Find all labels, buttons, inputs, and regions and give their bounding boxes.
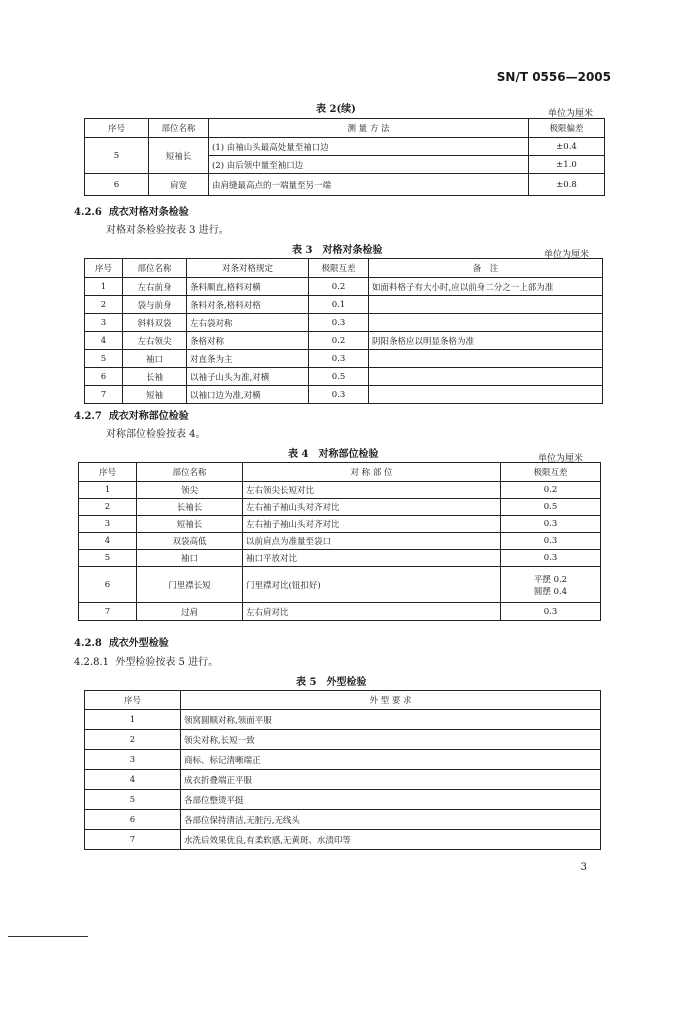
table5-cell-no: 6 — [85, 810, 181, 830]
table-row — [85, 174, 605, 196]
table4-header-no: 序号 — [79, 463, 137, 482]
table3-cell-limit: 0.5 — [309, 368, 369, 386]
table3 — [84, 258, 603, 404]
table-row — [85, 314, 603, 332]
table2 — [84, 118, 605, 196]
table4-cell-no: 6 — [79, 567, 137, 603]
table3-cell-part: 斜料双袋 — [123, 314, 187, 332]
table4-cell-limit: 0.3 — [501, 603, 601, 621]
section-4-2-6-heading — [74, 203, 189, 218]
table-row — [85, 332, 603, 350]
table5-cell-no: 4 — [85, 770, 181, 790]
table3-cell-no: 3 — [85, 314, 123, 332]
table3-cell-rule: 条料顺直,格料对横 — [187, 278, 309, 296]
table4-unit: 单位为厘米 — [538, 454, 584, 464]
table4-cell-position: 左右领尖长短对比 — [243, 482, 501, 499]
table3-cell-limit: 0.2 — [309, 332, 369, 350]
table3-cell-part: 左右领尖 — [123, 332, 187, 350]
table2-cell-no: 6 — [85, 174, 149, 196]
table5-header-row — [85, 691, 601, 710]
section-4-2-7-heading — [74, 407, 189, 422]
table4-cell-limit: 0.3 — [501, 533, 601, 550]
section-4-2-8-1-text — [74, 653, 218, 668]
table2-cell-method: 由肩缝最高点的一端量至另一端 — [209, 174, 529, 196]
table4 — [78, 462, 601, 621]
table4-cell-part: 短袖长 — [137, 516, 243, 533]
table4-cell-part: 袖口 — [137, 550, 243, 567]
table2-cell-method: (2) 由后领中量至袖口边 — [209, 156, 529, 174]
table4-cell-position: 门里襟对比(钮扣好) — [243, 567, 501, 603]
table2-caption: 表 2(续) — [316, 104, 356, 115]
table4-cell-position: 袖口平放对比 — [243, 550, 501, 567]
table3-header-note: 备 注 — [369, 259, 603, 278]
table3-caption: 表 3 对格对条检验 — [292, 245, 383, 256]
table4-cell-no: 5 — [79, 550, 137, 567]
table3-cell-limit: 0.3 — [309, 386, 369, 404]
table5-cell-req: 商标、标记清晰端正 — [181, 750, 601, 770]
table4-cell-limit: 0.5 — [501, 499, 601, 516]
table5-cell-no: 5 — [85, 790, 181, 810]
table4-caption: 表 4 对称部位检验 — [288, 449, 379, 460]
table4-cell-no: 1 — [79, 482, 137, 499]
table3-cell-note: 如面料格子有大小时,应以前身二分之一上部为准 — [369, 278, 603, 296]
table4-cell-limit — [501, 567, 601, 603]
table3-cell-rule: 条格对称 — [187, 332, 309, 350]
table3-cell-rule: 条料对条,格料对格 — [187, 296, 309, 314]
table4-cell-part: 领尖 — [137, 482, 243, 499]
table-row — [85, 710, 601, 730]
table3-cell-part: 长袖 — [123, 368, 187, 386]
table3-cell-note — [369, 386, 603, 404]
table3-cell-part: 短袖 — [123, 386, 187, 404]
table2-cell-limit: ±0.8 — [529, 174, 605, 196]
table5 — [84, 690, 601, 850]
standard-code: SN/T 0556—2005 — [496, 70, 611, 84]
table4-cell-position: 左右袖子袖山头对齐对比 — [243, 499, 501, 516]
table4-header-part: 部位名称 — [137, 463, 243, 482]
table3-cell-rule: 对直条为主 — [187, 350, 309, 368]
table4-cell-no: 2 — [79, 499, 137, 516]
section-4-2-6-text: 对格对条检验按表 3 进行。 — [106, 225, 229, 236]
table3-header-row — [85, 259, 603, 278]
table-row — [79, 516, 601, 533]
table4-cell-no: 7 — [79, 603, 137, 621]
table4-cell-no: 3 — [79, 516, 137, 533]
table-row — [85, 830, 601, 850]
table5-caption: 表 5 外型检验 — [296, 677, 367, 688]
table4-cell-limit: 0.2 — [501, 482, 601, 499]
table3-cell-note: 阴阳条格应以明显条格为准 — [369, 332, 603, 350]
table3-cell-part: 袋与前身 — [123, 296, 187, 314]
table4-cell-position: 左右袖子袖山头对齐对比 — [243, 516, 501, 533]
footer-rule — [8, 936, 88, 937]
table3-cell-note — [369, 368, 603, 386]
table4-cell-part: 双袋高低 — [137, 533, 243, 550]
table2-cell-method: (1) 由袖山头最高处量至袖口边 — [209, 138, 529, 156]
table-row — [85, 770, 601, 790]
table3-header-limit: 极限互差 — [309, 259, 369, 278]
section-text: 外型检验按表 5 进行。 — [115, 657, 219, 668]
table4-cell-limit: 0.3 — [501, 516, 601, 533]
table-row — [85, 386, 603, 404]
table2-cell-part: 短袖长 — [149, 138, 209, 174]
table5-cell-no: 1 — [85, 710, 181, 730]
table3-cell-note — [369, 296, 603, 314]
table-row — [85, 790, 601, 810]
section-title: 成衣对格对条检验 — [108, 207, 189, 218]
table-row — [85, 810, 601, 830]
table-row — [79, 482, 601, 499]
table2-cell-limit: ±0.4 — [529, 138, 605, 156]
table2-header-row — [85, 119, 605, 138]
table3-cell-no: 4 — [85, 332, 123, 350]
table4-header-limit: 极限互差 — [501, 463, 601, 482]
table-row — [85, 368, 603, 386]
table4-cell-position: 以前肩点为准量至袋口 — [243, 533, 501, 550]
section-title: 成衣对称部位检验 — [108, 411, 189, 422]
table-row — [85, 750, 601, 770]
table-row — [85, 296, 603, 314]
table5-header-no: 序号 — [85, 691, 181, 710]
table3-cell-no: 5 — [85, 350, 123, 368]
table3-cell-part: 左右前身 — [123, 278, 187, 296]
table5-cell-req: 各部位保持清洁,无脏污,无线头 — [181, 810, 601, 830]
table5-cell-no: 3 — [85, 750, 181, 770]
table-row — [79, 533, 601, 550]
table3-cell-no: 6 — [85, 368, 123, 386]
table4-header-position: 对 称 部 位 — [243, 463, 501, 482]
table3-header-rule: 对条对格规定 — [187, 259, 309, 278]
table4-cell-limit: 0.3 — [501, 550, 601, 567]
page-number: 3 — [580, 862, 587, 873]
table2-header-limit: 极限偏差 — [529, 119, 605, 138]
table5-cell-req: 成衣折叠端正平服 — [181, 770, 601, 790]
table3-cell-note — [369, 314, 603, 332]
table3-cell-rule: 以袖口边为准,对横 — [187, 386, 309, 404]
table-row — [85, 138, 605, 156]
table2-cell-no: 5 — [85, 138, 149, 174]
table5-cell-req: 领尖对称,长短一致 — [181, 730, 601, 750]
table3-header-part: 部位名称 — [123, 259, 187, 278]
table2-cell-limit: ±1.0 — [529, 156, 605, 174]
table5-cell-no: 2 — [85, 730, 181, 750]
table2-cell-part: 肩宽 — [149, 174, 209, 196]
table5-cell-no: 7 — [85, 830, 181, 850]
table3-cell-part: 袖口 — [123, 350, 187, 368]
table4-cell-no: 4 — [79, 533, 137, 550]
table4-cell-part: 门里襟长短 — [137, 567, 243, 603]
table5-cell-req: 领窝圆顺对称,领面平服 — [181, 710, 601, 730]
table5-header-req: 外 型 要 求 — [181, 691, 601, 710]
table5-cell-req: 各部位整烫平挺 — [181, 790, 601, 810]
table3-cell-limit: 0.1 — [309, 296, 369, 314]
section-4-2-7-text: 对称部位检验按表 4。 — [106, 429, 206, 440]
table-row — [85, 350, 603, 368]
table2-header-part: 部位名称 — [149, 119, 209, 138]
table4-header-row — [79, 463, 601, 482]
table4-limit-line: 平摆 0.2 — [533, 574, 568, 585]
table3-cell-no: 2 — [85, 296, 123, 314]
table-row — [79, 550, 601, 567]
table3-cell-note — [369, 350, 603, 368]
table3-cell-no: 7 — [85, 386, 123, 404]
table3-unit: 单位为厘米 — [544, 250, 590, 260]
table2-header-no: 序号 — [85, 119, 149, 138]
table3-cell-limit: 0.2 — [309, 278, 369, 296]
table-row — [79, 499, 601, 516]
section-number: 4.2.6 — [74, 207, 102, 218]
table-row — [85, 730, 601, 750]
table-row — [79, 603, 601, 621]
section-number: 4.2.8 — [74, 638, 102, 649]
table-row — [79, 567, 601, 603]
table-row — [85, 278, 603, 296]
table3-cell-limit: 0.3 — [309, 350, 369, 368]
table4-limit-line: 圆摆 0.4 — [533, 586, 568, 597]
section-number: 4.2.8.1 — [74, 657, 109, 668]
table2-header-method: 测 量 方 法 — [209, 119, 529, 138]
section-4-2-8-heading — [74, 634, 169, 649]
table4-cell-position: 左右肩对比 — [243, 603, 501, 621]
table3-cell-rule: 左右袋对称 — [187, 314, 309, 332]
table5-cell-req: 水洗后效果优良,有柔软感,无黄斑、水渍印等 — [181, 830, 601, 850]
section-title: 成衣外型检验 — [108, 638, 169, 649]
table3-cell-rule: 以袖子山头为准,对横 — [187, 368, 309, 386]
table2-unit: 单位为厘米 — [548, 109, 594, 119]
table3-cell-no: 1 — [85, 278, 123, 296]
section-number: 4.2.7 — [74, 411, 102, 422]
table3-cell-limit: 0.3 — [309, 314, 369, 332]
table4-cell-part: 长袖长 — [137, 499, 243, 516]
table3-header-no: 序号 — [85, 259, 123, 278]
table4-cell-part: 过肩 — [137, 603, 243, 621]
